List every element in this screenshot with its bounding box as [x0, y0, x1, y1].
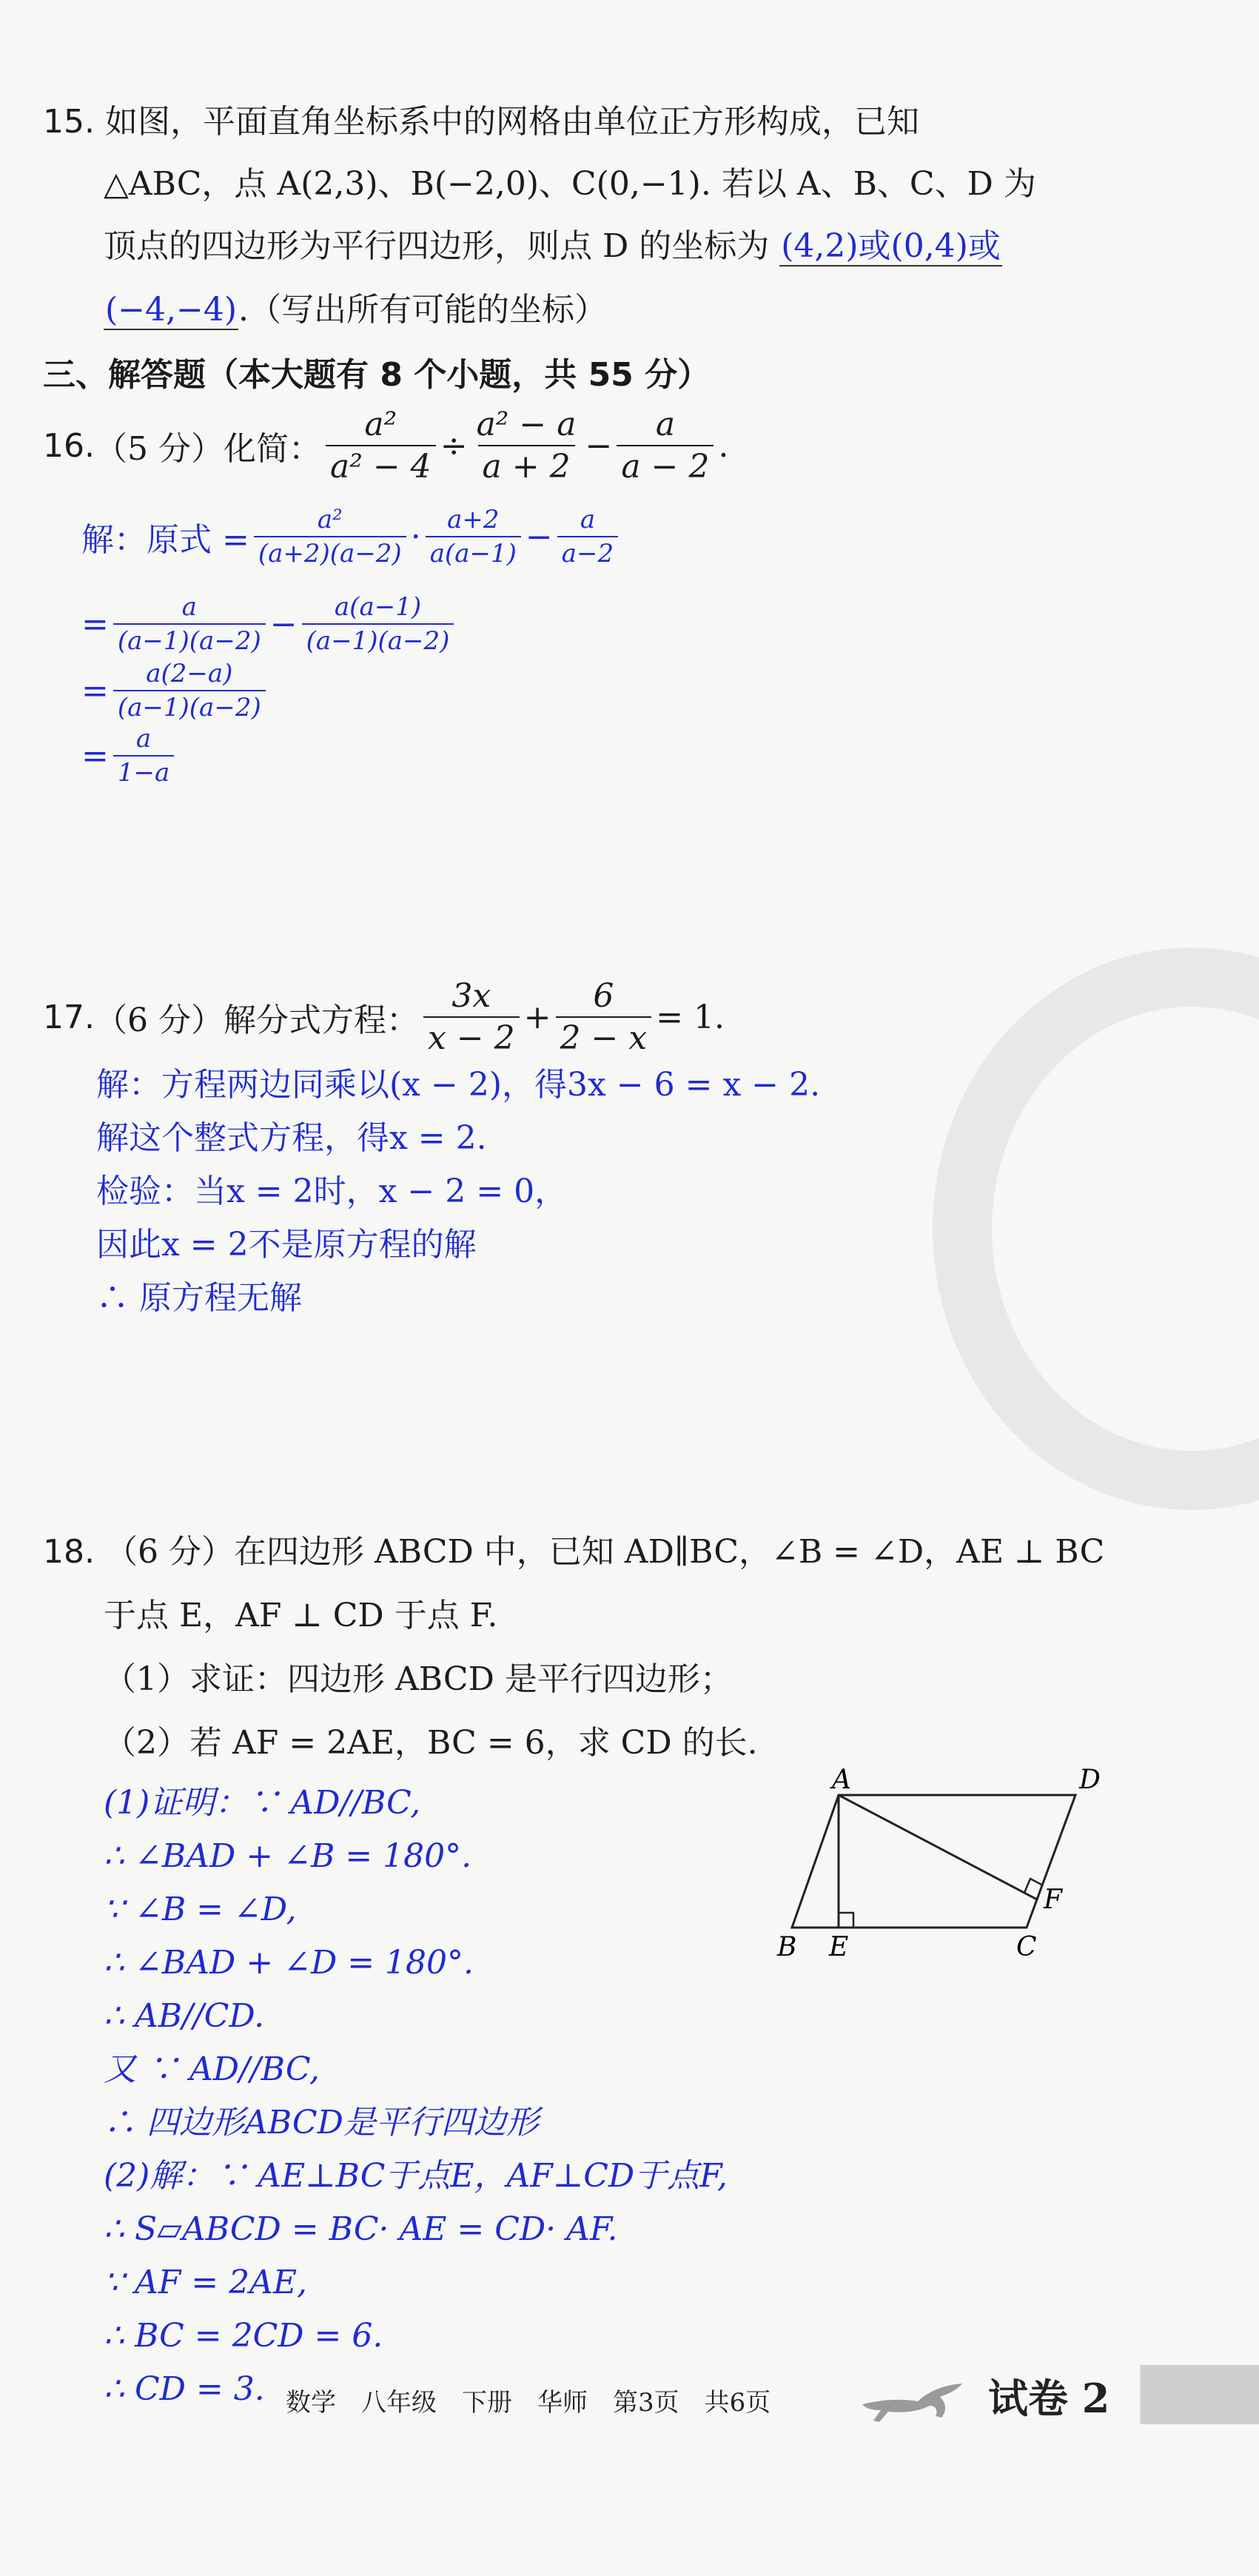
q15-text1: 如图，平面直角坐标系中的网格由单位正方形构成，已知: [104, 103, 919, 141]
q18-sol-line11: ∴ BC = 2CD = 6.: [104, 2317, 383, 2355]
q18-sol-line1: (1)证明：∵ AD//BC,: [104, 1784, 421, 1822]
label-b: B: [777, 1932, 797, 1962]
q16-op1: ÷: [440, 426, 468, 465]
q18-line2: 于点 E，AF ⊥ CD 于点 F.: [104, 1597, 498, 1634]
q15-line1: [43, 95, 919, 142]
q18-solution: [104, 1777, 728, 2416]
q18-sol-line12: ∴ CD = 3.: [104, 2370, 265, 2408]
q16-sol-label: 解：原式 =: [81, 521, 249, 559]
q17-solution: [96, 1059, 820, 1325]
label-a: A: [832, 1765, 851, 1795]
q16-frac2-num: a² − a: [476, 406, 577, 443]
q16-s2b-num: a(a−1): [334, 592, 422, 622]
q15-line2: △ABC，点 A(2,3)、B(−2,0)、C(0,−1). 若以 A、B、C、D 为: [104, 165, 1036, 203]
segment-af: [839, 1795, 1037, 1899]
q15-answer-part1: (4,2)或(0,4)或: [781, 227, 1001, 265]
q16-eq3: =: [81, 671, 109, 710]
q16-s1a-den: (a+2)(a−2): [254, 536, 406, 568]
q16-s4-den: 1−a: [113, 755, 174, 788]
horse-icon: [859, 2369, 970, 2428]
page-footer: 数学 八年级 下册 华师 第3页 共6页: [286, 2388, 771, 2418]
q18-sol-line6: 又 ∵ AD//BC,: [104, 2050, 320, 2088]
q18-sol-line5: ∴ AB//CD.: [104, 1997, 265, 2035]
q17-score: （6 分）解分式方程：: [94, 1002, 419, 1039]
q16-eq2: =: [81, 605, 109, 643]
q18-sol-line7: ∴ 四边形ABCD是平行四边形: [104, 2104, 539, 2141]
q17-sol-line5: ∴ 原方程无解: [96, 1279, 302, 1317]
q18-sol-line10: ∵ AF = 2AE,: [104, 2264, 307, 2301]
q16-s1c-den: a−2: [557, 536, 618, 568]
q16-frac2-den: a + 2: [478, 445, 575, 486]
q16-frac1-den: a² − 4: [326, 445, 436, 486]
label-c: C: [1016, 1932, 1037, 1962]
q18-text1: （6 分）在四边形 ABCD 中，已知 AD∥BC，∠B = ∠D，AE ⊥ BC: [104, 1533, 1105, 1571]
q17-frac1-num: 3x: [451, 977, 491, 1015]
q16-sol-line4: [81, 724, 178, 788]
q17-sol-line4: 因此x = 2不是原方程的解: [96, 1226, 477, 1264]
q16-s3: [113, 659, 266, 722]
q16-eq4: =: [81, 737, 109, 775]
q15-text4: .（写出所有可能的坐标）: [238, 291, 608, 329]
q16-end: .: [718, 426, 729, 465]
q16-score: （5 分）化简：: [94, 430, 321, 468]
q16-frac1: [326, 406, 436, 486]
q18-part2: （2）若 AF = 2AE，BC = 6，求 CD 的长.: [104, 1724, 758, 1762]
watermark-seal: [933, 947, 1259, 1510]
q17-frac1: [423, 977, 520, 1057]
q16-s1b-den: a(a−1): [426, 536, 521, 568]
label-d: D: [1079, 1765, 1101, 1795]
q16-s1c: [557, 505, 618, 568]
q17-rhs: = 1.: [656, 998, 725, 1036]
q17-sol-line3: 检验：当x = 2时，x − 2 = 0，: [96, 1173, 568, 1210]
q15-text3: 顶点的四边形为平行四边形，则点 D 的坐标为: [104, 227, 770, 265]
q16-s2a-num: a: [181, 592, 197, 622]
q16-sol-line3: [81, 659, 270, 722]
q16-s1a: [254, 505, 406, 568]
q17-sol-line1: 解：方程两边同乘以(x − 2)，得3x − 6 = x − 2.: [96, 1066, 821, 1104]
q16-s1c-num: a: [580, 505, 596, 534]
q16-sol-line2: [81, 592, 458, 656]
q18-line1: [43, 1525, 1104, 1572]
right-angle-e: [839, 1913, 853, 1928]
q15-line4: [104, 283, 607, 330]
q16-s4: [113, 724, 174, 788]
q17-frac2-num: 6: [593, 977, 614, 1015]
q16-dot: ·: [410, 517, 421, 556]
q18-sol-line4: ∴ ∠BAD + ∠D = 180°.: [104, 1944, 474, 1982]
q16-minus2: −: [269, 605, 298, 643]
q16-s2a-den: (a−1)(a−2): [113, 623, 266, 656]
q16-frac3-den: a − 2: [617, 445, 714, 486]
q16-s2a: [113, 592, 266, 656]
q16-question: [43, 406, 728, 486]
q17-frac1-den: x − 2: [423, 1016, 520, 1057]
test-paper-badge: 试卷 2: [988, 2375, 1110, 2422]
q16-frac1-num: a²: [364, 406, 397, 443]
q16-minus1: −: [525, 517, 553, 556]
parallelogram-figure: [770, 1762, 1110, 1984]
q18-sol-line8: (2)解：∵ AE⊥BC于点E，AF⊥CD于点F,: [104, 2157, 728, 2195]
q17-sol-line2: 解这个整式方程，得x = 2.: [96, 1119, 487, 1157]
q18-sol-line3: ∵ ∠B = ∠D,: [104, 1891, 297, 1928]
q16-s2b-den: (a−1)(a−2): [302, 623, 454, 656]
q16-s1a-num: a²: [317, 505, 343, 534]
q16-s2b: [302, 592, 454, 656]
q17-number: 17.: [43, 998, 95, 1036]
q16-op2: −: [585, 426, 613, 465]
label-e: E: [829, 1932, 849, 1962]
q16-number: 16.: [43, 426, 95, 465]
label-f: F: [1044, 1885, 1062, 1915]
q16-frac3-num: a: [655, 406, 676, 443]
q17-plus: +: [523, 998, 551, 1036]
q17-frac2-den: 2 − x: [556, 1016, 652, 1057]
q18-number: 18.: [43, 1533, 95, 1571]
q15-answer-part2: (−4,−4): [105, 291, 238, 329]
q16-s3-den: (a−1)(a−2): [113, 690, 266, 722]
q15-number: 15.: [43, 103, 95, 141]
parallelogram-abcd: [792, 1795, 1075, 1928]
section-title: 三、解答题（本大题有 8 个小题，共 55 分）: [43, 356, 711, 394]
q16-sol-line1: [81, 505, 622, 568]
q16-s1b: [426, 505, 521, 568]
q18-sol-line9: ∴ S▱ABCD = BC· AE = CD· AF.: [104, 2210, 618, 2248]
q18-sol-line2: ∴ ∠BAD + ∠B = 180°.: [104, 1837, 472, 1875]
q17-question: [43, 977, 725, 1057]
q16-frac3: [617, 406, 714, 486]
q17-frac2: [556, 977, 652, 1057]
q16-s3-num: a(2−a): [146, 659, 233, 688]
q16-frac2: [472, 406, 581, 486]
q15-line3: [104, 219, 1002, 266]
q16-s4-num: a: [135, 724, 152, 754]
q18-part1: （1）求证：四边形 ABCD 是平行四边形；: [104, 1660, 733, 1698]
q16-s1b-num: a+2: [447, 505, 500, 534]
